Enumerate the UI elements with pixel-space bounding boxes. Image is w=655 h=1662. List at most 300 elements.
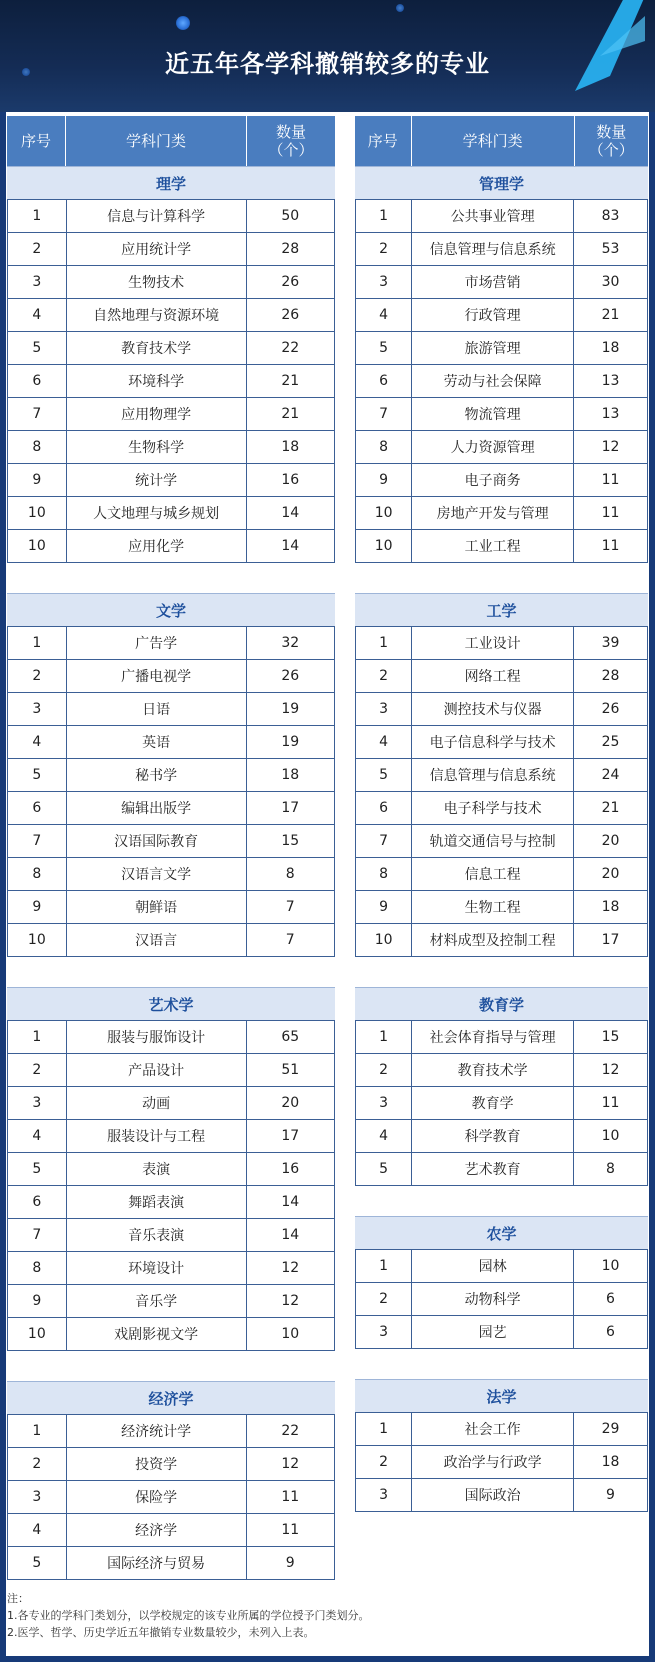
header-banner <box>0 0 655 112</box>
index-cell: 1 <box>355 627 412 659</box>
section <box>7 166 335 563</box>
count-cell: 8 <box>574 1153 648 1185</box>
index-cell: 10 <box>7 530 67 562</box>
section-title: 教育学 <box>355 987 648 1021</box>
table-row <box>7 1252 335 1285</box>
table-row <box>355 924 648 957</box>
name-cell: 编辑出版学 <box>67 792 247 824</box>
table-row <box>355 1283 648 1316</box>
right-sections <box>355 166 648 1512</box>
table-row <box>7 299 335 332</box>
name-cell: 信息与计算科学 <box>67 200 247 232</box>
index-cell: 4 <box>7 1514 67 1546</box>
page-title: 近五年各学科撤销较多的专业 <box>165 50 490 78</box>
count-cell: 11 <box>247 1481 335 1513</box>
table-row <box>7 365 335 398</box>
name-cell: 动物科学 <box>412 1283 574 1315</box>
count-cell: 26 <box>247 299 335 331</box>
count-cell: 14 <box>247 1219 335 1251</box>
index-cell: 1 <box>355 1413 412 1445</box>
name-cell: 投资学 <box>67 1448 247 1480</box>
table-row <box>355 200 648 233</box>
index-cell: 10 <box>7 1318 67 1350</box>
count-cell: 12 <box>574 431 648 463</box>
table-row <box>7 1285 335 1318</box>
count-cell: 14 <box>247 497 335 529</box>
name-cell: 应用化学 <box>67 530 247 562</box>
table-row <box>7 1021 335 1054</box>
index-cell: 5 <box>355 332 412 364</box>
name-cell: 产品设计 <box>67 1054 247 1086</box>
count-cell: 17 <box>247 1120 335 1152</box>
index-cell: 6 <box>7 1186 67 1218</box>
index-cell: 2 <box>355 660 412 692</box>
count-cell: 14 <box>247 530 335 562</box>
count-cell: 26 <box>247 266 335 298</box>
count-cell: 12 <box>247 1285 335 1317</box>
count-cell: 39 <box>574 627 648 659</box>
frame-right <box>649 112 655 1662</box>
index-cell: 5 <box>7 759 67 791</box>
name-cell: 广播电视学 <box>67 660 247 692</box>
section-spacer <box>7 1351 335 1381</box>
table-row <box>7 1120 335 1153</box>
count-cell: 21 <box>574 792 648 824</box>
section <box>7 1381 335 1580</box>
count-cell: 30 <box>574 266 648 298</box>
count-cell: 18 <box>574 1446 648 1478</box>
name-cell: 服装设计与工程 <box>67 1120 247 1152</box>
index-cell: 10 <box>355 497 412 529</box>
count-cell: 20 <box>247 1087 335 1119</box>
count-cell: 18 <box>574 332 648 364</box>
index-cell: 3 <box>355 266 412 298</box>
name-cell: 园艺 <box>412 1316 574 1348</box>
index-cell: 4 <box>355 1120 412 1152</box>
index-cell: 9 <box>355 891 412 923</box>
count-cell: 18 <box>574 891 648 923</box>
header-count: 数量 （个） <box>268 123 314 159</box>
table-row <box>355 1250 648 1283</box>
table-row <box>355 1316 648 1349</box>
table-row <box>355 660 648 693</box>
name-cell: 汉语言文学 <box>67 858 247 890</box>
count-cell: 10 <box>574 1120 648 1152</box>
table-row <box>7 792 335 825</box>
table-row <box>355 266 648 299</box>
name-cell: 舞蹈表演 <box>67 1186 247 1218</box>
table-row <box>355 1413 648 1446</box>
index-cell: 1 <box>355 1250 412 1282</box>
section-spacer <box>355 1186 648 1216</box>
count-cell: 12 <box>247 1252 335 1284</box>
name-cell: 广告学 <box>67 627 247 659</box>
count-cell: 50 <box>247 200 335 232</box>
name-cell: 市场营销 <box>412 266 574 298</box>
table-row <box>7 660 335 693</box>
index-cell: 6 <box>355 792 412 824</box>
count-cell: 21 <box>574 299 648 331</box>
header-count: 数量 （个） <box>588 123 634 159</box>
name-cell: 音乐表演 <box>67 1219 247 1251</box>
section-title: 工学 <box>355 593 648 627</box>
table-row <box>355 497 648 530</box>
name-cell: 英语 <box>67 726 247 758</box>
index-cell: 2 <box>7 1054 67 1086</box>
index-cell: 1 <box>7 200 67 232</box>
index-cell: 3 <box>7 266 67 298</box>
index-cell: 8 <box>7 858 67 890</box>
table-row <box>7 726 335 759</box>
section-title: 法学 <box>355 1379 648 1413</box>
count-cell: 17 <box>574 924 648 956</box>
index-cell: 1 <box>7 1415 67 1447</box>
count-cell: 20 <box>574 858 648 890</box>
table-row <box>7 858 335 891</box>
left-table <box>7 116 335 1580</box>
count-cell: 11 <box>574 530 648 562</box>
count-cell: 25 <box>574 726 648 758</box>
left-sections <box>7 166 335 1580</box>
table-row <box>7 1219 335 1252</box>
table-row <box>355 233 648 266</box>
count-cell: 7 <box>247 924 335 956</box>
table-row <box>355 1021 648 1054</box>
table-row <box>7 1547 335 1580</box>
count-cell: 16 <box>247 1153 335 1185</box>
name-cell: 戏剧影视文学 <box>67 1318 247 1350</box>
index-cell: 3 <box>7 693 67 725</box>
table-row <box>355 1446 648 1479</box>
name-cell: 电子科学与技术 <box>412 792 574 824</box>
name-cell: 生物工程 <box>412 891 574 923</box>
section-spacer <box>355 563 648 593</box>
table-row <box>355 332 648 365</box>
index-cell: 7 <box>355 398 412 430</box>
section <box>7 593 335 957</box>
table-row <box>355 858 648 891</box>
name-cell: 人力资源管理 <box>412 431 574 463</box>
count-cell: 20 <box>574 825 648 857</box>
section-title: 理学 <box>7 166 335 200</box>
count-cell: 16 <box>247 464 335 496</box>
index-cell: 10 <box>7 497 67 529</box>
index-cell: 4 <box>7 299 67 331</box>
count-cell: 26 <box>574 693 648 725</box>
count-cell: 28 <box>247 233 335 265</box>
name-cell: 房地产开发与管理 <box>412 497 574 529</box>
count-cell: 11 <box>574 464 648 496</box>
notes-line-2: 2.医学、哲学、历史学近五年撤销专业数量较少，未列入上表。 <box>7 1626 315 1639</box>
index-cell: 7 <box>7 825 67 857</box>
section <box>355 1379 648 1512</box>
section <box>355 166 648 563</box>
table-row <box>355 398 648 431</box>
table-row <box>7 1186 335 1219</box>
name-cell: 信息管理与信息系统 <box>412 759 574 791</box>
count-cell: 51 <box>247 1054 335 1086</box>
index-cell: 3 <box>7 1481 67 1513</box>
index-cell: 6 <box>355 365 412 397</box>
index-cell: 2 <box>355 1054 412 1086</box>
name-cell: 信息工程 <box>412 858 574 890</box>
count-cell: 53 <box>574 233 648 265</box>
name-cell: 国际经济与贸易 <box>67 1547 247 1579</box>
section <box>355 987 648 1186</box>
count-cell: 18 <box>247 431 335 463</box>
count-cell: 26 <box>247 660 335 692</box>
table-row <box>7 627 335 660</box>
index-cell: 3 <box>355 1479 412 1511</box>
table-row <box>355 1087 648 1120</box>
index-cell: 7 <box>355 825 412 857</box>
table-row <box>355 1153 648 1186</box>
index-cell: 5 <box>355 759 412 791</box>
count-cell: 18 <box>247 759 335 791</box>
table-row <box>355 825 648 858</box>
section-spacer <box>7 563 335 593</box>
index-cell: 10 <box>355 530 412 562</box>
name-cell: 汉语言 <box>67 924 247 956</box>
count-cell: 65 <box>247 1021 335 1053</box>
name-cell: 公共事业管理 <box>412 200 574 232</box>
index-cell: 2 <box>7 1448 67 1480</box>
table-row <box>355 627 648 660</box>
count-cell: 24 <box>574 759 648 791</box>
table-row <box>7 759 335 792</box>
table-row <box>7 1415 335 1448</box>
table-row <box>7 233 335 266</box>
section-title: 经济学 <box>7 1381 335 1415</box>
index-cell: 2 <box>7 660 67 692</box>
section-spacer <box>7 957 335 987</box>
table-row <box>7 891 335 924</box>
table-row <box>355 891 648 924</box>
table-row <box>7 693 335 726</box>
table-row <box>355 299 648 332</box>
count-cell: 15 <box>574 1021 648 1053</box>
table-row <box>7 200 335 233</box>
index-cell: 6 <box>7 365 67 397</box>
name-cell: 人文地理与城乡规划 <box>67 497 247 529</box>
name-cell: 经济学 <box>67 1514 247 1546</box>
index-cell: 9 <box>7 891 67 923</box>
section-title: 农学 <box>355 1216 648 1250</box>
name-cell: 教育技术学 <box>412 1054 574 1086</box>
index-cell: 9 <box>355 464 412 496</box>
count-cell: 13 <box>574 365 648 397</box>
index-cell: 6 <box>7 792 67 824</box>
index-cell: 10 <box>7 924 67 956</box>
name-cell: 环境设计 <box>67 1252 247 1284</box>
section <box>7 987 335 1351</box>
table-row <box>355 431 648 464</box>
index-cell: 8 <box>355 858 412 890</box>
index-cell: 7 <box>7 1219 67 1251</box>
name-cell: 材料成型及控制工程 <box>412 924 574 956</box>
count-cell: 12 <box>247 1448 335 1480</box>
table-row <box>7 1318 335 1351</box>
index-cell: 10 <box>355 924 412 956</box>
index-cell: 2 <box>355 1446 412 1478</box>
index-cell: 1 <box>355 200 412 232</box>
name-cell: 国际政治 <box>412 1479 574 1511</box>
section-title: 艺术学 <box>7 987 335 1021</box>
name-cell: 社会体育指导与管理 <box>412 1021 574 1053</box>
table-row <box>355 693 648 726</box>
table-row <box>355 530 648 563</box>
count-cell: 6 <box>574 1316 648 1348</box>
name-cell: 轨道交通信号与控制 <box>412 825 574 857</box>
table-row <box>7 431 335 464</box>
count-cell: 19 <box>247 726 335 758</box>
table-row <box>7 1153 335 1186</box>
count-cell: 11 <box>574 1087 648 1119</box>
header-category: 学科门类 <box>66 116 247 166</box>
name-cell: 生物科学 <box>67 431 247 463</box>
count-cell: 17 <box>247 792 335 824</box>
name-cell: 艺术教育 <box>412 1153 574 1185</box>
count-cell: 10 <box>247 1318 335 1350</box>
table-row <box>355 1120 648 1153</box>
count-cell: 29 <box>574 1413 648 1445</box>
table-row <box>7 825 335 858</box>
notes <box>7 1590 647 1641</box>
index-cell: 5 <box>7 1153 67 1185</box>
name-cell: 信息管理与信息系统 <box>412 233 574 265</box>
count-cell: 11 <box>247 1514 335 1546</box>
name-cell: 应用物理学 <box>67 398 247 430</box>
count-cell: 7 <box>247 891 335 923</box>
table-row <box>355 365 648 398</box>
index-cell: 5 <box>355 1153 412 1185</box>
table-row <box>355 1479 648 1512</box>
bottom-bar <box>0 1656 655 1662</box>
table-row <box>7 530 335 563</box>
frame-left <box>0 112 6 1662</box>
count-cell: 21 <box>247 365 335 397</box>
table-row <box>7 924 335 957</box>
right-table <box>355 116 648 1512</box>
table-header <box>7 116 335 166</box>
index-cell: 9 <box>7 464 67 496</box>
section-spacer <box>355 1349 648 1379</box>
table-row <box>7 1481 335 1514</box>
gutter <box>335 116 355 1588</box>
count-cell: 22 <box>247 332 335 364</box>
name-cell: 劳动与社会保障 <box>412 365 574 397</box>
name-cell: 旅游管理 <box>412 332 574 364</box>
count-cell: 32 <box>247 627 335 659</box>
name-cell: 社会工作 <box>412 1413 574 1445</box>
index-cell: 1 <box>7 1021 67 1053</box>
table-row <box>7 464 335 497</box>
count-cell: 9 <box>574 1479 648 1511</box>
index-cell: 4 <box>355 726 412 758</box>
name-cell: 环境科学 <box>67 365 247 397</box>
index-cell: 1 <box>7 627 67 659</box>
name-cell: 教育学 <box>412 1087 574 1119</box>
table-row <box>7 497 335 530</box>
header-index: 序号 <box>355 116 412 166</box>
name-cell: 电子商务 <box>412 464 574 496</box>
name-cell: 园林 <box>412 1250 574 1282</box>
name-cell: 表演 <box>67 1153 247 1185</box>
table-row <box>7 398 335 431</box>
notes-heading: 注： <box>7 1592 29 1605</box>
table-row <box>355 759 648 792</box>
index-cell: 8 <box>7 431 67 463</box>
name-cell: 自然地理与资源环境 <box>67 299 247 331</box>
index-cell: 1 <box>355 1021 412 1053</box>
count-cell: 13 <box>574 398 648 430</box>
name-cell: 政治学与行政学 <box>412 1446 574 1478</box>
name-cell: 朝鲜语 <box>67 891 247 923</box>
name-cell: 动画 <box>67 1087 247 1119</box>
index-cell: 8 <box>7 1252 67 1284</box>
name-cell: 经济统计学 <box>67 1415 247 1447</box>
header-category: 学科门类 <box>412 116 575 166</box>
table-row <box>7 332 335 365</box>
name-cell: 保险学 <box>67 1481 247 1513</box>
index-cell: 3 <box>355 1316 412 1348</box>
name-cell: 秘书学 <box>67 759 247 791</box>
count-cell: 6 <box>574 1283 648 1315</box>
index-cell: 2 <box>7 233 67 265</box>
table-row <box>7 1448 335 1481</box>
name-cell: 科学教育 <box>412 1120 574 1152</box>
name-cell: 电子信息科学与技术 <box>412 726 574 758</box>
index-cell: 7 <box>7 398 67 430</box>
table-row <box>7 266 335 299</box>
table-row <box>355 792 648 825</box>
name-cell: 物流管理 <box>412 398 574 430</box>
index-cell: 2 <box>355 233 412 265</box>
table-row <box>355 726 648 759</box>
index-cell: 2 <box>355 1283 412 1315</box>
name-cell: 网络工程 <box>412 660 574 692</box>
table-row <box>355 1054 648 1087</box>
section-spacer <box>355 957 648 987</box>
count-cell: 14 <box>247 1186 335 1218</box>
name-cell: 统计学 <box>67 464 247 496</box>
section-title: 管理学 <box>355 166 648 200</box>
count-cell: 9 <box>247 1547 335 1579</box>
table-row <box>7 1054 335 1087</box>
name-cell: 工业工程 <box>412 530 574 562</box>
count-cell: 8 <box>247 858 335 890</box>
index-cell: 3 <box>355 693 412 725</box>
index-cell: 5 <box>7 1547 67 1579</box>
section <box>355 593 648 957</box>
count-cell: 83 <box>574 200 648 232</box>
index-cell: 4 <box>7 1120 67 1152</box>
name-cell: 测控技术与仪器 <box>412 693 574 725</box>
count-cell: 22 <box>247 1415 335 1447</box>
name-cell: 日语 <box>67 693 247 725</box>
decor-dot-icon <box>396 4 404 12</box>
table-header <box>355 116 648 166</box>
name-cell: 生物技术 <box>67 266 247 298</box>
table-row <box>7 1087 335 1120</box>
name-cell: 应用统计学 <box>67 233 247 265</box>
index-cell: 3 <box>7 1087 67 1119</box>
table-row <box>7 1514 335 1547</box>
count-cell: 15 <box>247 825 335 857</box>
index-cell: 4 <box>7 726 67 758</box>
name-cell: 行政管理 <box>412 299 574 331</box>
table-row <box>355 464 648 497</box>
